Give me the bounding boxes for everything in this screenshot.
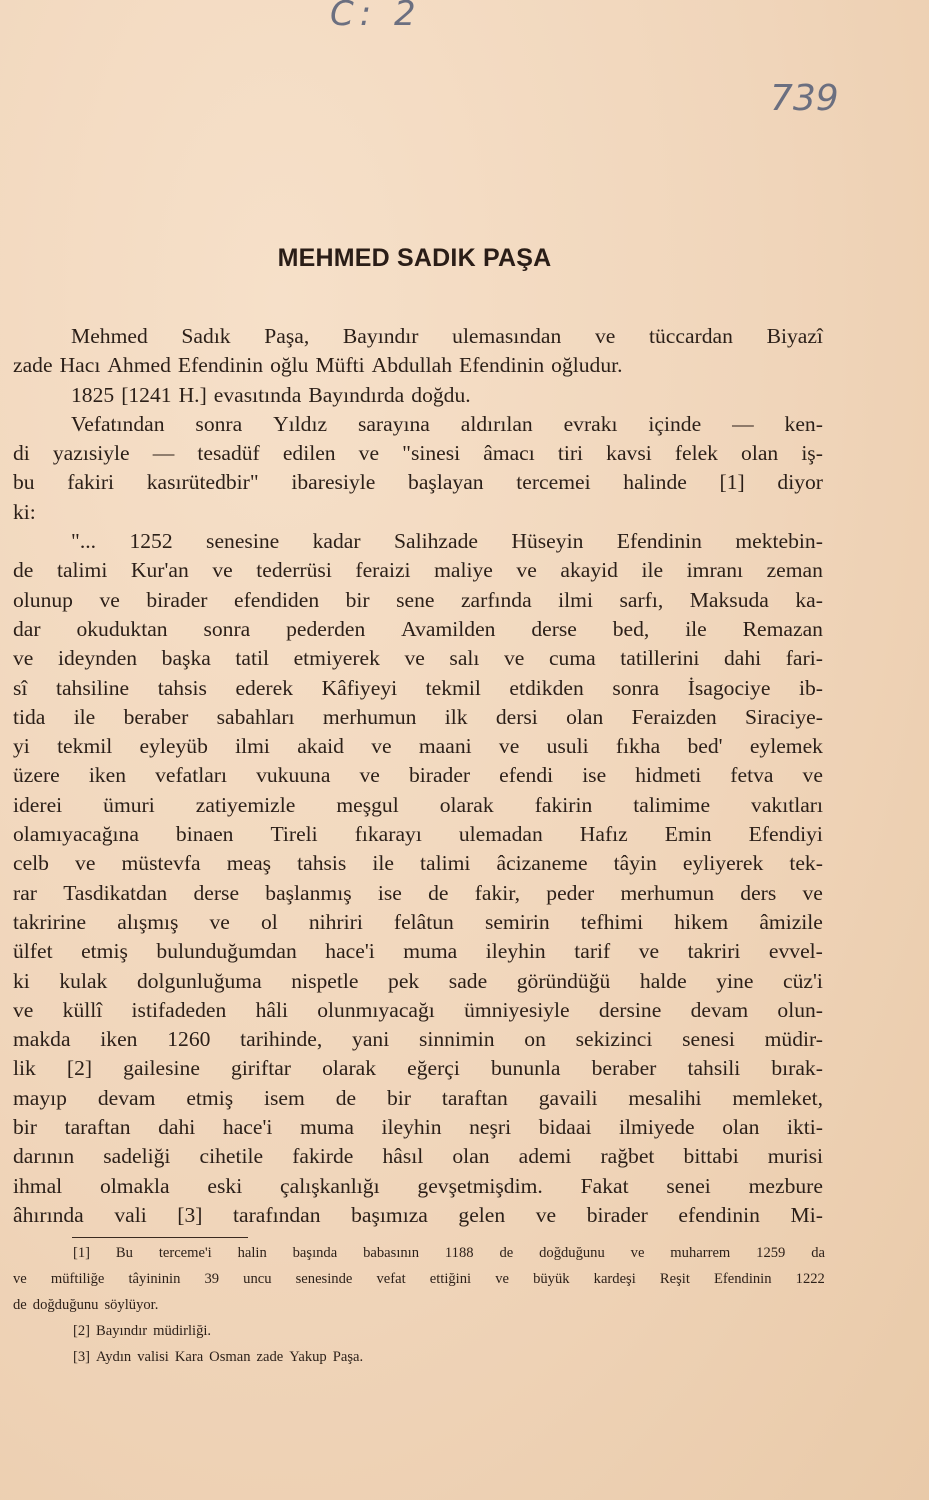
body-line: "... 1252 senesine kadar Salihzade Hüseyin Efendinin mektebin- [71, 529, 823, 554]
footnote-line: [2] Bayındır müdirliği. [73, 1323, 212, 1339]
body-line: 1825 [1241 H.] evasıtında Bayındırda doğdu. [71, 382, 471, 407]
body-line: ülfet etmiş bulunduğumdan hace'i muma ileyhin tarif ve takriri evvel- [13, 939, 823, 964]
body-line: celb ve müstevfa meaş tahsis ile talimi âcizaneme tâyin eyliyerek tek- [13, 851, 823, 876]
body-line: âhırında vali [3] tarafından başımıza gelen ve birader efendinin Mi- [13, 1202, 823, 1227]
footnote-line: [1] Bu terceme'i halin başında babasının 1188 de doğduğunu ve muharrem 1259 da [73, 1245, 825, 1261]
body-line: takririne alışmış ve ol nihriri felâtun semirin tefhimi hikem âmizile [13, 909, 823, 934]
body-line: ki kulak dolgunluğuma nispetle pek sade göründüğü halde yine cüz'i [13, 968, 823, 993]
body-line: dar okuduktan sonra pederden Avamilden derse bed, ile Remazan [13, 616, 823, 641]
body-line: iderei ümuri zatiyemizle meşgul olarak fakirin talimime vakıtları [13, 792, 823, 817]
body-line: makda iken 1260 tarihinde, yani sinnimin on sekizinci senesi müdir- [13, 1027, 823, 1052]
body-line: ki: [13, 499, 36, 524]
body-line: üzere iken vefatları vukuuna ve birader efendi ise hidmeti fetva ve [13, 763, 823, 788]
body-line: di yazısiyle — tesadüf edilen ve "sinesi âmacı tiri kavsi felek olan iş- [13, 441, 823, 466]
body-line: zade Hacı Ahmed Efendinin oğlu Müfti Abdullah Efendinin oğludur. [13, 353, 623, 378]
body-line: lik [2] gailesine giriftar olarak eğerçi bununla beraber tahsili bırak- [13, 1056, 823, 1081]
body-line: olamıyacağına binaen Tireli fıkarayı ulemadan Hafız Emin Efendiyi [13, 822, 823, 847]
body-line: ve ideynden başka tatil etmiyerek ve salı ve cuma tatillerini dahi fari- [13, 646, 823, 671]
pencil-annotation-top: C: 2 [330, 0, 422, 34]
footnote-line: [3] Aydın valisi Kara Osman zade Yakup Paşa. [73, 1349, 364, 1365]
footnote-line: ve müftiliğe tâyininin 39 uncu senesinde vefat ettiğini ve büyük kardeşi Reşit Efendinin 1222 [13, 1271, 825, 1287]
body-text [13, 322, 823, 1230]
body-line: darının sadeliği cihetile fakirde hâsıl olan ademi rağbet bittabi murisi [13, 1144, 823, 1169]
body-line: yi tekmil eyleyüb ilmi akaid ve maani ve usuli fıkha bed' eylemek [13, 734, 823, 759]
body-line: mayıp devam etmiş isem de bir taraftan gavaili mesalihi memleket, [13, 1085, 823, 1110]
body-line: de talimi Kur'an ve tederrüsi feraizi maliye ve akayid ile imranı zeman [13, 558, 823, 583]
page-title: MEHMED SADIK PAŞA [277, 244, 552, 272]
body-line: Mehmed Sadık Paşa, Bayındır ulemasından ve tüccardan Biyazî [71, 324, 823, 348]
body-line: bu fakiri kasırütedbir" ibaresiyle başlayan tercemei halinde [1] diyor [13, 470, 823, 495]
footnotes [13, 1240, 825, 1370]
body-line: rar Tasdikatdan derse başlanmış ise de fakir, peder merhumun ders ve [13, 880, 823, 905]
page-number: 739 [770, 78, 839, 119]
body-line: ve küllî istifadeden hâli olunmıyacağı ümniyesiyle dersine devam olun- [13, 997, 823, 1022]
body-line: bir taraftan dahi hace'i muma ileyhin neşri bidaai ilmiyede olan ikti- [13, 1115, 823, 1140]
body-line: sî tahsiline tahsis ederek Kâfiyeyi tekmil etdikden sonra İsagociye ib- [13, 675, 823, 700]
body-line: Vefatından sonra Yıldız sarayına aldırılan evrakı içinde — ken- [71, 411, 823, 436]
footnote-separator [72, 1237, 248, 1238]
body-line: tida ile beraber sabahları merhumun ilk dersi olan Feraizden Siraciye- [13, 704, 823, 729]
body-line: ihmal olmakla eski çalışkanlığı gevşetmişdim. Fakat senei mezbure [13, 1173, 823, 1198]
body-line: olunup ve birader efendiden bir sene zarfında ilmi sarfı, Maksuda ka- [13, 587, 823, 612]
footnote-line: de doğduğunu söylüyor. [13, 1297, 159, 1313]
